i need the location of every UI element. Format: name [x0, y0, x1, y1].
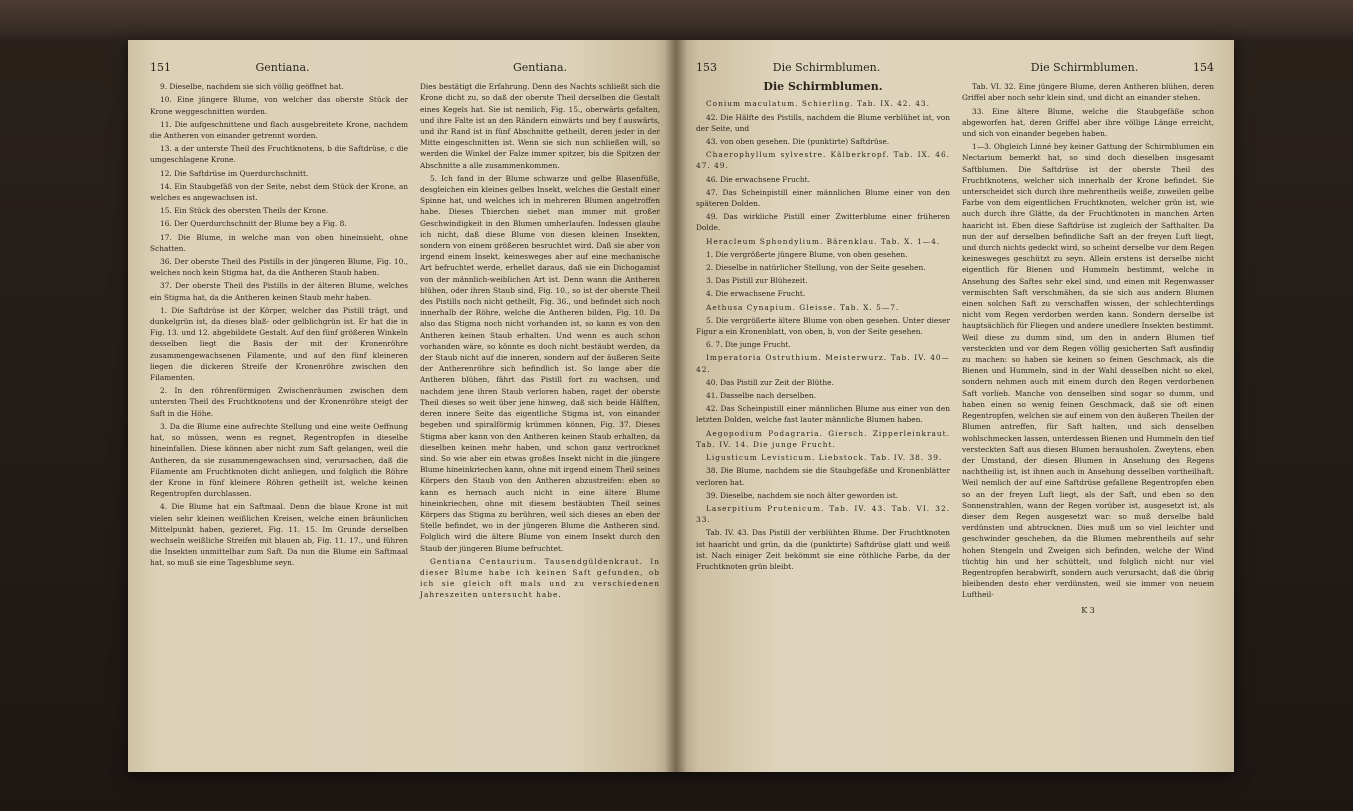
paragraph: Ligusticum Levisticum. Liebstock. Tab. IV. 38. 39. [706, 453, 943, 463]
paragraph: Tab. VI. 32. Eine jüngere Blume, deren Antheren blühen, deren Griffel aber noch sehr klein sind, und dicht an einander stehen. [962, 82, 1214, 103]
left-page [128, 40, 676, 772]
paragraph: 46. Die erwachsene Frucht. [706, 174, 810, 184]
page-number-151: 151 [150, 61, 171, 74]
paragraph: 10. Eine jüngere Blume, von welcher das oberste Stück der Krone weggeschnitten worden. [150, 95, 408, 116]
paragraph: 11. Die aufgeschnittene und flach ausgebreitete Krone, nachdem die Antheren von einander getrennt worden. [150, 119, 408, 141]
paragraph: 41. Dasselbe nach derselben. [706, 391, 817, 401]
paragraph: Laserpitium Prutenicum. Tab. IV. 43. Tab. VI. 32. 33. [696, 503, 950, 525]
paragraph: Imperatoria Ostruthium. Meisterwurz. Tab. IV. 40—42. [696, 353, 950, 374]
header-153 [696, 62, 950, 73]
paragraph: 13. a der unterste Theil des Fruchtknotens, b die Saftdrüse, c die umgeschlagene Krone. [150, 144, 408, 165]
paragraph: 3. Da die Blume eine aufrechte Stellung und eine weite Oeffnung hat, so müssen, wenn es regnet, Regentropfen in dieselbe hineinfallen. Diese können aber nicht zum Saft gelangen, weil die Antheren, da sie zusammengewachsen sind, verursachen, daß die Filamente am Fruchtknoten dicht anliegen, und folglich die Röhre der Krone in fünf kleinere Röhren getheilt ist, welche keinen Regentropfen durchlassen. [150, 421, 408, 499]
paragraph: 2. Dieselbe in natürlicher Stellung, von der Seite gesehen. [706, 263, 926, 273]
header-154 [962, 62, 1214, 73]
paragraph: 1—3. Obgleich Linné bey keiner Gattung der Schirmblumen ein Nectarium bemerkt hat, so sind doch dieselben insgesamt Saftblumen. Die Saftdrüse ist der oberste Theil des Fruchtknotens, welcher sich innerhalb der Krone befindet. Sie unterscheidet sich durch ihre mehrentheils weiße, zuweilen gelbe Farbe von dem eigentlichen Fruchtknoten, welcher grün ist, wie auch durch ihre Glätte, da der Fruchtknoten in manchen Arten haaricht ist. Eben diese Saftdrüse ist zugleich der Safthalter. Da nun der auf derselben befindliche Saft an der freyen Luft liegt, und durch nichts gedeckt wird, so scheint derselbe vor dem Regen keinesweges geschützt zu seyn. Allein erstens ist derselbe nicht eigentlich für Bienen und Hummeln bestimmt, welche in Ansehung des Saftes sehr ekel sind, und einen mit Regenwasser vermischten Saft verschmähen, da sie sich aus andern Blumen einen solchen Saft zu verschaffen wissen, der schlechterdings nicht vom Regen verdorben werden kann. Sondern derselbe ist hauptsächlich für Fliegen und andere unedlere Insekten bestimmt. Weil diese zu dumm sind, um den in andern Blumen tief versteckten und vor dem Regen völlig gesicherten Saft ausfindig zu machen: so haben sie keinen so feinen Geschmack, als die Bienen und Hummeln, sind in der Wahl desselben nicht so ekel, sondern nehmen auch mit einem durch den Regen verdorbenen Saft vorlieb. Manche von denselben sind sogar so dumm, und haben einen so wenig feinen Geschmack, daß sie oft einen Regentropfen, welchen sie auf einem von den äußeren Theilen der Blumen antreffen, für Saft halten, und sich denselben wohlschmecken lassen, unterdessen Bienen und Hummeln den tief versteckten Saft aus diesen Blumen herausholen. Zweytens, eben der Umstand, der diesen Blumen in Ansehung des Regens nachtheilig ist, ist ihnen auch in Ansehung desselben vortheilhaft. Weil nemlich der auf eine Saftdrüse gefallene Regentropfen eben so an der freyen Luft liegt, als der Saft, und eben so den Sonnenstrahlen, wann der Regen vorüber ist, ausgesetzt ist, als dieser dem Regen ausgesetzt war: so muß derselbe bald verdünsten und abtrocknen. Dies muß um so viel leichter und geschwinder geschehen, da die Blumen mehrentheils auf sehr hohen Stengeln und Zweigen sich befinden, welche der Wind tüchtig hin und her schüttelt, und folglich nicht nur viel Regentropfen herabwirft, sondern auch verursacht, daß die übrig bleibenden desto eher verdünsten, weil sie immer von neuem Luftheil- [962, 142, 1214, 600]
book-cover-edge [0, 0, 1353, 40]
paragraph: 12. Die Saftdrüse im Querdurchschnitt. [160, 168, 309, 178]
running-head-154: Die Schirmblumen. [1030, 61, 1139, 74]
paragraph: 47. Das Scheinpistill einer männlichen Blume einer von den späteren Dolden. [696, 187, 950, 209]
paragraph: 49. Das wirkliche Pistill einer Zwitterblume einer früheren Dolde. [696, 212, 950, 233]
signature-mark: K 3 [1081, 605, 1095, 615]
paragraph: Chaerophyllum sylvestre. Kälberkropf. Tab. IX. 46. 47. 49. [696, 150, 950, 171]
paragraph: 38. Die Blume, nachdem sie die Staubgefäße und Kronenblätter verloren hat. [696, 466, 950, 487]
column-151 [150, 62, 408, 571]
paragraph: 36. Der oberste Theil des Pistills in der jüngeren Blume, Fig. 10., welches noch kein Stigma hat, da die Antheren Staub haben. [150, 257, 408, 278]
paragraph: 4. Die Blume hat ein Saftmaal. Denn die blaue Krone ist mit vielen sehr kleinen weißlichen Kreisen, welche einen bräunlichen Mittelpunkt haben, gezieret, Fig. 11. 15. Im Grunde derselben wechseln weißliche Streifen mit blauen ab, Fig. 11. 17., und führen die Insekten unmittelbar zum Saft. Da nun die Blume ein Saftmaal hat, so muß sie eine Tagesblume seyn. [150, 502, 408, 568]
paragraph: 4. Die erwachsene Frucht. [706, 289, 806, 299]
paragraph: 43. von oben gesehen. Die (punktirte) Saftdrüse. [706, 137, 890, 147]
column-153 [696, 62, 950, 574]
paragraph: 39. Dieselbe, nachdem sie noch älter geworden ist. [706, 490, 899, 500]
running-head-151: Gentiana. [255, 61, 310, 74]
paragraph: 40. Das Pistill zur Zeit der Blüthe. [706, 377, 834, 387]
paragraph: 1. Die vergrößerte jüngere Blume, von oben gesehen. [706, 249, 908, 259]
paragraph: 17. Die Blume, in welche man von oben hineinsieht, ohne Schatten. [150, 232, 408, 253]
paragraph: Aegopodium Podagraria. Giersch. Zipperleinkraut. Tab. IV. 14. Die junge Frucht. [696, 428, 950, 449]
paragraph: 37. Der oberste Theil des Pistills in der älteren Blume, welches ein Stigma hat, da die Antheren keinen Staub mehr haben. [150, 281, 408, 302]
paragraph: Tab. IV. 43. Das Pistill der verblühten Blume. Der Fruchtknoten ist haaricht und grün, da die (punktirte) Saftdrüse glatt und weiß ist. Nach einiger Zeit bekömmt sie eine röthliche Farbe, da der Fruchtknoten grün bleibt. [696, 528, 950, 571]
paragraph: Aethusa Cynapium. Gleisse. Tab. X. 5—7. [706, 302, 900, 312]
header-152 [420, 62, 660, 73]
page-number-154: 154 [1193, 61, 1214, 74]
paragraph: 2. In den röhrenförmigen Zwischenräumen zwischen dem untersten Theil des Fruchtknotens und der Kronenröhre steigt der Saft in die Höhe. [150, 386, 408, 418]
paragraph: Dies bestätigt die Erfahrung. Denn des Nachts schließt sich die Krone dicht zu, so daß der oberste Theil derselben die Gestalt eines Kegels hat. Sie ist nemlich, Fig. 15., oberwärts gefalten, und ihre Falte ist an den Rändern einwärts und bey f auswärts, und ihr Rand ist in fünf Abschnitte getheilt, deren jeder in der Mitte eingeschnitten ist. Wenn sie sich nun schließen will, so werden die Winkel der Falze immer spitzer, bis die Spitzen der Abschnitte a alle zusammenkommen. [420, 82, 660, 170]
running-head-152: Gentiana. [512, 61, 568, 74]
paragraph: 5. Die vergrößerte ältere Blume von oben gesehen. Unter dieser Figur a ein Kronenblatt, von oben, b, von der Seite gesehen. [696, 315, 950, 337]
paragraph: 42. Die Hälfte des Pistills, nachdem die Blume verblühet ist, von der Seite, und [696, 112, 950, 133]
paragraph: 15. Ein Stück des obersten Theils der Krone. [160, 206, 329, 216]
paragraph: 14. Ein Staubgefäß von der Seite, nebst dem Stück der Krone, an welches es angewachsen ist. [150, 181, 408, 203]
paragraph: 6. 7. Die junge Frucht. [706, 340, 791, 350]
paragraph: Gentiana Centaurium. Tausendgüldenkraut. In dieser Blume habe ich keinen Saft gefunden, ob ich sie gleich oft mals und zu verschiedenen Jahreszeiten untersucht habe. [420, 556, 660, 600]
running-head-153: Die Schirmblumen. [772, 61, 881, 74]
book-gutter [665, 40, 687, 772]
paragraph: 16. Der Querdurchschnitt der Blume bey a Fig. 8. [160, 219, 347, 229]
paragraph: Heracleum Sphondylium. Bärenklau. Tab. X. 1—4. [706, 236, 941, 246]
column-154 [962, 62, 1214, 616]
right-page [676, 40, 1234, 772]
paragraph: 5. Ich fand in der Blume schwarze und gelbe Blasenfüße, desgleichen ein kleines gelbes Insekt, welches die Gestalt einer Spinne hat, und welches ich in mehreren Blumen angetroffen habe. Dieses Thierchen siehet man immer mit großer Geschwindigkeit in den Blumen umherlaufen. Indessen glaube ich nicht, daß diese Blume von diesen kleinen Insekten, sondern von einem größeren besruchtet wird. Daß sie aber von irgend einem Insekt, keinesweges aber auf eine mechanische Art befruchtet werde, erhellet daraus, daß sie ein Dichogamist von der männlich-weiblichen Art ist. Denn wann die Antheren blühen, oder ihren Staub sind, Fig. 10., so ist der oberste Theil des Pistills noch nicht getheilt, Fig. 36., und befindet sich noch innerhalb der Röhre, welche die Antheren bilden, Fig. 10. Da also das Stigma noch nicht vorhanden ist, so kann es von den Antheren keinen Staub erhalten. Und wenn es auch schon vorhanden wäre, so könnte es doch nicht bestäubt werden, da der Staub nicht auf die inneren, sondern auf der äußeren Seite der Antherenröhre sich befindlich ist. So lange aber die Antheren blühen, fährt das Pistill fort zu wachsen, und nachdem jene ihren Staub verloren haben, raget der oberste Theil dieses so weit über jene hinweg, daß sich beide Hälften, deren innere Seite das eigentliche Stigma ist, von einander begeben und spiralförmig krümmen können, Fig. 37. Dieses Stigma aber kann von den Antheren keinen Staub erhalten, da dieselben keinen mehr haben, und schon ganz vertrocknet sind. So wie aber ein etwas großes Insekt nicht in die jüngere Blume hineinkriechen kann, ohne mit irgend einem Theil seines Körpers den Staub von den Antheren abzustreifen: eben so kann es hernach auch nicht in eine ältere Blume hineinkriechen, ohne mit diesem bestäubten Theil seines Körpers das Stigma zu berühren, weil sich dieses an eben der Stelle befindet, wo in der jüngeren Blume die Antheren sind. Folglich wird die ältere Blume von einem Insekt durch den Staub der jüngeren Blume befruchtet. [420, 173, 660, 553]
header-151 [150, 62, 408, 73]
paragraph: 1. Die Saftdrüse ist der Körper, welcher das Pistill trägt, und dunkelgrün ist, da dieses blaß- oder gelblichgrün ist. Er hat die in Fig. 13. und 12. abgebildete Gestalt. Auf den fünf größeren Winkeln desselben liegt die Basis der mit der Kronenröhre zusammengewachsenen Filamente, und auf den fünf kleineren liegen die dickeren Streife der Kronenröhre zwischen den Filamenten. [150, 305, 408, 383]
section-title: Die Schirmblumen. [763, 80, 883, 94]
paragraph: Conium maculatum. Schierling. Tab. IX. 42. 43. [706, 99, 930, 109]
paragraph: 33. Eine ältere Blume, welche die Staubgefäße schon abgeworfen hat, deren Griffel aber ihre völlige Länge erreicht, und sich von einander begeben haben. [962, 106, 1214, 139]
open-book [128, 40, 1234, 772]
page-number-153: 153 [696, 61, 717, 74]
paragraph: 9. Dieselbe, nachdem sie sich völlig geöffnet hat. [160, 82, 344, 92]
paragraph: 3. Das Pistill zur Blühezeit. [706, 276, 808, 286]
paragraph: 42. Das Scheinpistill einer männlichen Blume aus einer von den letzten Dolden, welche fast lauter männliche Blumen haben. [696, 404, 950, 425]
column-152 [420, 62, 660, 603]
